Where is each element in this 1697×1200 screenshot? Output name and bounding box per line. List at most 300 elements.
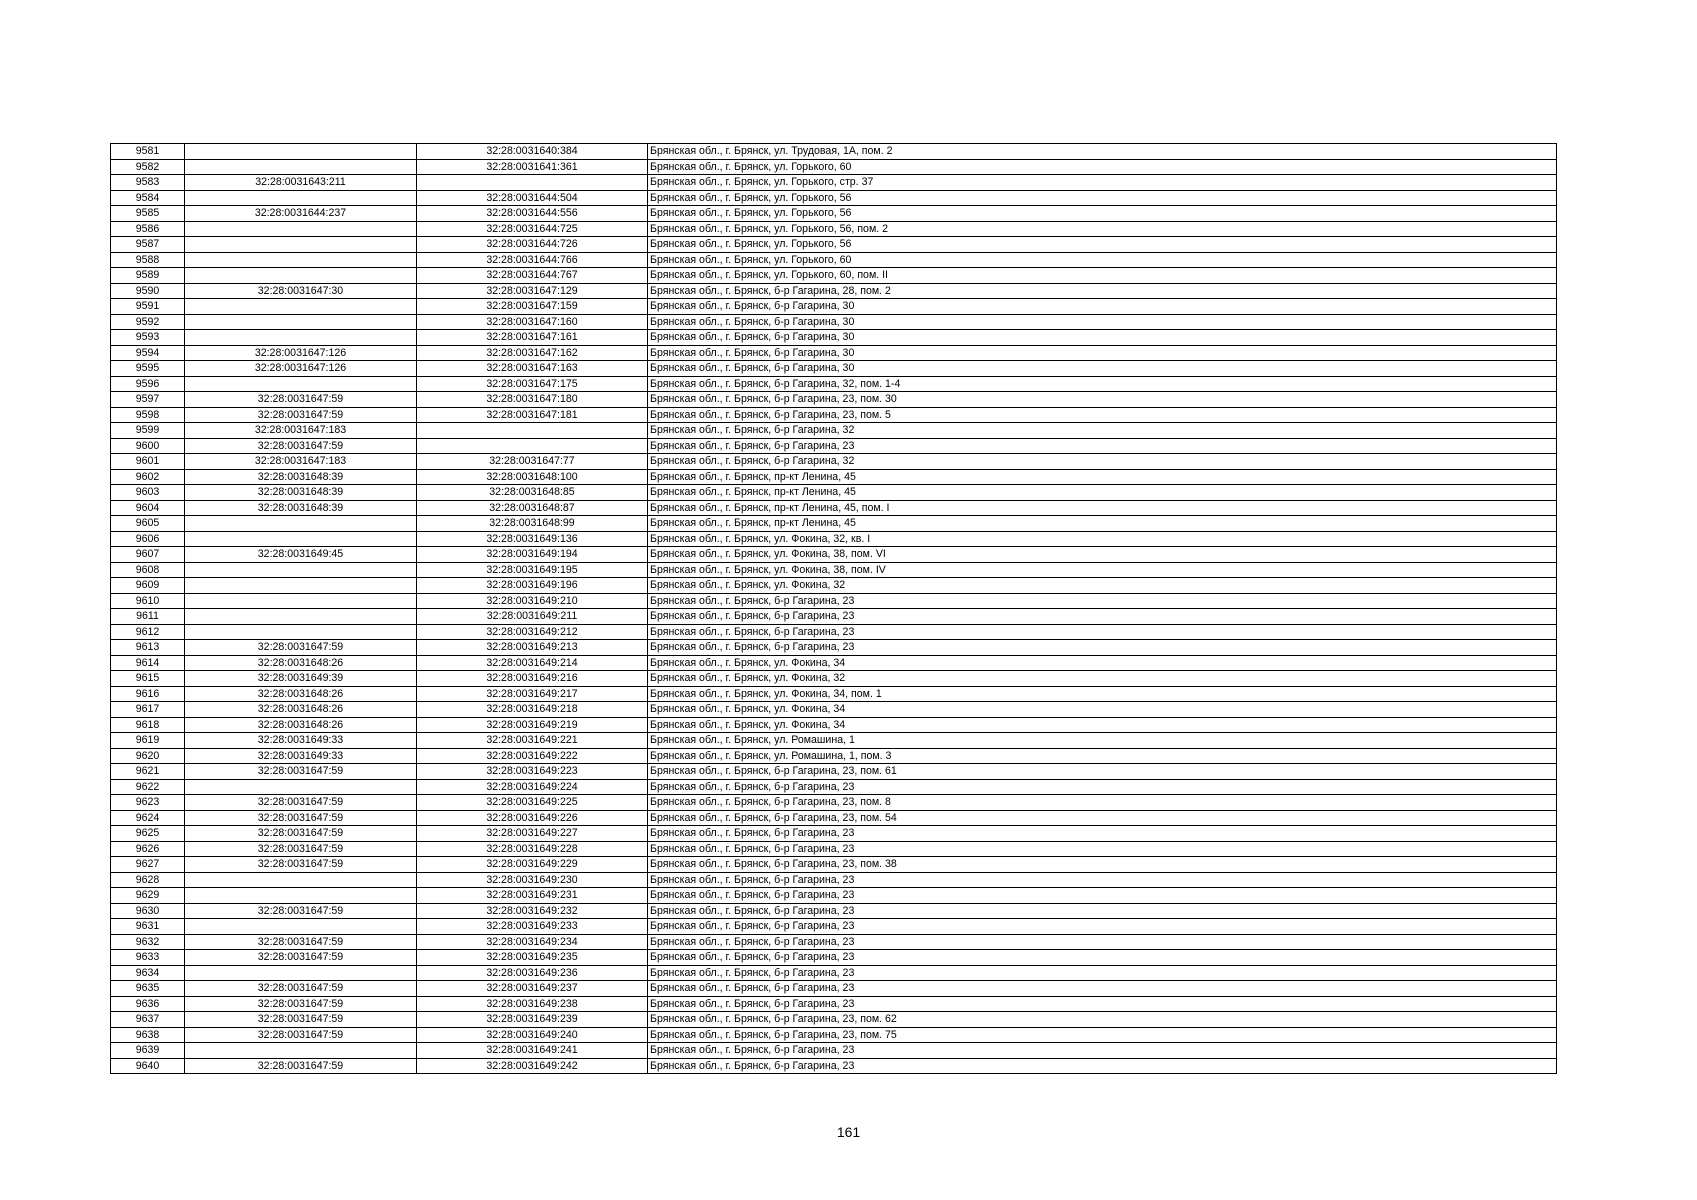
- parent-cadastral-number-cell: [185, 965, 417, 981]
- table-row: [111, 392, 1557, 408]
- parent-cadastral-number-cell: 32:28:0031647:30: [185, 283, 417, 299]
- parent-cadastral-number-cell: 32:28:0031647:59: [185, 981, 417, 997]
- parent-cadastral-number-cell: [185, 144, 417, 160]
- table-row: [111, 562, 1557, 578]
- address-cell: Брянская обл., г. Брянск, пр-кт Ленина, 45, пом. I: [648, 500, 1557, 516]
- table-row: [111, 748, 1557, 764]
- cadastral-number-cell: 32:28:0031647:163: [417, 361, 648, 377]
- row-number-cell: 9608: [111, 562, 185, 578]
- parent-cadastral-number-cell: 32:28:0031647:59: [185, 934, 417, 950]
- parent-cadastral-number-cell: 32:28:0031643:211: [185, 175, 417, 191]
- table-row: [111, 872, 1557, 888]
- table-row: [111, 593, 1557, 609]
- cadastral-number-cell: 32:28:0031649:232: [417, 903, 648, 919]
- address-cell: Брянская обл., г. Брянск, б-р Гагарина, 32: [648, 423, 1557, 439]
- parent-cadastral-number-cell: 32:28:0031648:39: [185, 500, 417, 516]
- address-cell: Брянская обл., г. Брянск, ул. Фокина, 32, кв. I: [648, 531, 1557, 547]
- row-number-cell: 9636: [111, 996, 185, 1012]
- row-number-cell: 9583: [111, 175, 185, 191]
- row-number-cell: 9613: [111, 640, 185, 656]
- parent-cadastral-number-cell: 32:28:0031647:59: [185, 1058, 417, 1074]
- row-number-cell: 9630: [111, 903, 185, 919]
- table-row: [111, 1012, 1557, 1028]
- table-row: [111, 252, 1557, 268]
- table-row: [111, 950, 1557, 966]
- table-row: [111, 717, 1557, 733]
- parent-cadastral-number-cell: 32:28:0031647:59: [185, 407, 417, 423]
- parent-cadastral-number-cell: 32:28:0031647:59: [185, 795, 417, 811]
- table-row: [111, 376, 1557, 392]
- address-cell: Брянская обл., г. Брянск, б-р Гагарина, 23: [648, 609, 1557, 625]
- parent-cadastral-number-cell: 32:28:0031647:183: [185, 423, 417, 439]
- cadastral-number-cell: 32:28:0031649:239: [417, 1012, 648, 1028]
- address-cell: Брянская обл., г. Брянск, б-р Гагарина, 23, пом. 61: [648, 764, 1557, 780]
- row-number-cell: 9607: [111, 547, 185, 563]
- address-cell: Брянская обл., г. Брянск, б-р Гагарина, 23: [648, 640, 1557, 656]
- cadastral-number-cell: 32:28:0031649:234: [417, 934, 648, 950]
- row-number-cell: 9640: [111, 1058, 185, 1074]
- cadastral-number-cell: 32:28:0031649:230: [417, 872, 648, 888]
- table-row: [111, 826, 1557, 842]
- address-cell: Брянская обл., г. Брянск, б-р Гагарина, 30: [648, 314, 1557, 330]
- row-number-cell: 9620: [111, 748, 185, 764]
- parent-cadastral-number-cell: 32:28:0031647:59: [185, 1012, 417, 1028]
- row-number-cell: 9587: [111, 237, 185, 253]
- address-cell: Брянская обл., г. Брянск, ул. Фокина, 32: [648, 671, 1557, 687]
- table-row: [111, 841, 1557, 857]
- address-cell: Брянская обл., г. Брянск, ул. Ромашина, 1, пом. 3: [648, 748, 1557, 764]
- row-number-cell: 9634: [111, 965, 185, 981]
- row-number-cell: 9596: [111, 376, 185, 392]
- parent-cadastral-number-cell: [185, 252, 417, 268]
- cadastral-number-cell: 32:28:0031649:238: [417, 996, 648, 1012]
- parent-cadastral-number-cell: [185, 919, 417, 935]
- table-row: [111, 361, 1557, 377]
- address-cell: Брянская обл., г. Брянск, б-р Гагарина, 23, пом. 54: [648, 810, 1557, 826]
- address-cell: Брянская обл., г. Брянск, б-р Гагарина, 23: [648, 1058, 1557, 1074]
- page-number: 161: [836, 1124, 861, 1140]
- address-cell: Брянская обл., г. Брянск, б-р Гагарина, 32, пом. 1-4: [648, 376, 1557, 392]
- table-row: [111, 934, 1557, 950]
- table-row: [111, 655, 1557, 671]
- parent-cadastral-number-cell: 32:28:0031647:59: [185, 996, 417, 1012]
- table-row: [111, 159, 1557, 175]
- cadastral-number-cell: 32:28:0031649:235: [417, 950, 648, 966]
- address-cell: Брянская обл., г. Брянск, б-р Гагарина, 23, пом. 5: [648, 407, 1557, 423]
- row-number-cell: 9618: [111, 717, 185, 733]
- row-number-cell: 9605: [111, 516, 185, 532]
- cadastral-number-cell: [417, 175, 648, 191]
- parent-cadastral-number-cell: 32:28:0031649:33: [185, 733, 417, 749]
- cadastral-number-cell: 32:28:0031647:180: [417, 392, 648, 408]
- cadastral-number-cell: 32:28:0031649:231: [417, 888, 648, 904]
- row-number-cell: 9606: [111, 531, 185, 547]
- row-number-cell: 9599: [111, 423, 185, 439]
- table-row: [111, 330, 1557, 346]
- address-cell: Брянская обл., г. Брянск, пр-кт Ленина, 45: [648, 516, 1557, 532]
- address-cell: Брянская обл., г. Брянск, пр-кт Ленина, 45: [648, 485, 1557, 501]
- table-row: [111, 857, 1557, 873]
- address-cell: Брянская обл., г. Брянск, б-р Гагарина, 32: [648, 454, 1557, 470]
- parent-cadastral-number-cell: [185, 1043, 417, 1059]
- parent-cadastral-number-cell: 32:28:0031647:59: [185, 841, 417, 857]
- row-number-cell: 9601: [111, 454, 185, 470]
- address-cell: Брянская обл., г. Брянск, ул. Фокина, 34: [648, 717, 1557, 733]
- row-number-cell: 9637: [111, 1012, 185, 1028]
- table-row: [111, 547, 1557, 563]
- table-row: [111, 516, 1557, 532]
- row-number-cell: 9629: [111, 888, 185, 904]
- row-number-cell: 9614: [111, 655, 185, 671]
- cadastral-number-cell: 32:28:0031649:223: [417, 764, 648, 780]
- cadastral-number-cell: 32:28:0031649:236: [417, 965, 648, 981]
- parent-cadastral-number-cell: 32:28:0031648:26: [185, 717, 417, 733]
- cadastral-number-cell: 32:28:0031644:767: [417, 268, 648, 284]
- cadastral-number-cell: 32:28:0031649:228: [417, 841, 648, 857]
- row-number-cell: 9638: [111, 1027, 185, 1043]
- parent-cadastral-number-cell: 32:28:0031647:59: [185, 392, 417, 408]
- row-number-cell: 9626: [111, 841, 185, 857]
- cadastral-number-cell: 32:28:0031648:85: [417, 485, 648, 501]
- parent-cadastral-number-cell: [185, 314, 417, 330]
- cadastral-number-cell: 32:28:0031644:725: [417, 221, 648, 237]
- row-number-cell: 9584: [111, 190, 185, 206]
- cadastral-number-cell: 32:28:0031640:384: [417, 144, 648, 160]
- row-number-cell: 9632: [111, 934, 185, 950]
- address-cell: Брянская обл., г. Брянск, б-р Гагарина, 23: [648, 919, 1557, 935]
- address-cell: Брянская обл., г. Брянск, б-р Гагарина, 23: [648, 438, 1557, 454]
- cadastral-number-cell: 32:28:0031649:194: [417, 547, 648, 563]
- cadastral-number-cell: 32:28:0031647:175: [417, 376, 648, 392]
- parent-cadastral-number-cell: 32:28:0031647:59: [185, 810, 417, 826]
- parent-cadastral-number-cell: 32:28:0031648:26: [185, 702, 417, 718]
- table-row: [111, 903, 1557, 919]
- address-cell: Брянская обл., г. Брянск, ул. Горького, 56: [648, 206, 1557, 222]
- parent-cadastral-number-cell: [185, 237, 417, 253]
- address-cell: Брянская обл., г. Брянск, б-р Гагарина, 30: [648, 299, 1557, 315]
- row-number-cell: 9585: [111, 206, 185, 222]
- cadastral-number-cell: [417, 438, 648, 454]
- table-row: [111, 640, 1557, 656]
- cadastral-number-cell: 32:28:0031649:226: [417, 810, 648, 826]
- parent-cadastral-number-cell: [185, 190, 417, 206]
- row-number-cell: 9609: [111, 578, 185, 594]
- parent-cadastral-number-cell: 32:28:0031647:126: [185, 361, 417, 377]
- parent-cadastral-number-cell: 32:28:0031644:237: [185, 206, 417, 222]
- cadastral-number-cell: 32:28:0031649:224: [417, 779, 648, 795]
- address-cell: Брянская обл., г. Брянск, ул. Фокина, 38, пом. VI: [648, 547, 1557, 563]
- address-cell: Брянская обл., г. Брянск, б-р Гагарина, 23: [648, 950, 1557, 966]
- row-number-cell: 9616: [111, 686, 185, 702]
- address-cell: Брянская обл., г. Брянск, б-р Гагарина, 23: [648, 593, 1557, 609]
- cadastral-number-cell: 32:28:0031649:195: [417, 562, 648, 578]
- row-number-cell: 9617: [111, 702, 185, 718]
- parent-cadastral-number-cell: 32:28:0031648:26: [185, 655, 417, 671]
- table-row: [111, 531, 1557, 547]
- cadastral-number-cell: 32:28:0031649:218: [417, 702, 648, 718]
- cadastral-number-cell: 32:28:0031649:214: [417, 655, 648, 671]
- row-number-cell: 9600: [111, 438, 185, 454]
- address-cell: Брянская обл., г. Брянск, ул. Горького, 56, пом. 2: [648, 221, 1557, 237]
- cadastral-number-cell: 32:28:0031649:221: [417, 733, 648, 749]
- address-cell: Брянская обл., г. Брянск, б-р Гагарина, 30: [648, 361, 1557, 377]
- address-cell: Брянская обл., г. Брянск, ул. Горького, 60: [648, 252, 1557, 268]
- row-number-cell: 9592: [111, 314, 185, 330]
- cadastral-number-cell: 32:28:0031649:237: [417, 981, 648, 997]
- cadastral-number-cell: 32:28:0031649:229: [417, 857, 648, 873]
- parent-cadastral-number-cell: 32:28:0031647:183: [185, 454, 417, 470]
- cadastral-number-cell: 32:28:0031649:241: [417, 1043, 648, 1059]
- parent-cadastral-number-cell: [185, 609, 417, 625]
- parent-cadastral-number-cell: 32:28:0031647:59: [185, 903, 417, 919]
- table-row: [111, 996, 1557, 1012]
- parent-cadastral-number-cell: [185, 516, 417, 532]
- row-number-cell: 9581: [111, 144, 185, 160]
- cadastral-number-cell: 32:28:0031649:217: [417, 686, 648, 702]
- parent-cadastral-number-cell: 32:28:0031648:39: [185, 469, 417, 485]
- address-cell: Брянская обл., г. Брянск, б-р Гагарина, 23: [648, 872, 1557, 888]
- parent-cadastral-number-cell: [185, 376, 417, 392]
- cadastral-number-cell: 32:28:0031647:159: [417, 299, 648, 315]
- address-cell: Брянская обл., г. Брянск, б-р Гагарина, 23: [648, 841, 1557, 857]
- row-number-cell: 9615: [111, 671, 185, 687]
- registry-table-body: [111, 144, 1557, 1074]
- cadastral-number-cell: 32:28:0031649:212: [417, 624, 648, 640]
- cadastral-number-cell: 32:28:0031647:160: [417, 314, 648, 330]
- row-number-cell: 9590: [111, 283, 185, 299]
- address-cell: Брянская обл., г. Брянск, ул. Ромашина, 1: [648, 733, 1557, 749]
- parent-cadastral-number-cell: [185, 299, 417, 315]
- table-row: [111, 779, 1557, 795]
- table-row: [111, 221, 1557, 237]
- address-cell: Брянская обл., г. Брянск, б-р Гагарина, 23: [648, 965, 1557, 981]
- table-row: [111, 485, 1557, 501]
- table-row: [111, 190, 1557, 206]
- address-cell: Брянская обл., г. Брянск, ул. Горького, 60: [648, 159, 1557, 175]
- parent-cadastral-number-cell: 32:28:0031648:26: [185, 686, 417, 702]
- address-cell: Брянская обл., г. Брянск, б-р Гагарина, 23: [648, 826, 1557, 842]
- parent-cadastral-number-cell: [185, 872, 417, 888]
- table-row: [111, 299, 1557, 315]
- table-row: [111, 981, 1557, 997]
- row-number-cell: 9621: [111, 764, 185, 780]
- row-number-cell: 9589: [111, 268, 185, 284]
- cadastral-number-cell: 32:28:0031649:242: [417, 1058, 648, 1074]
- row-number-cell: 9594: [111, 345, 185, 361]
- address-cell: Брянская обл., г. Брянск, б-р Гагарина, 30: [648, 330, 1557, 346]
- cadastral-number-cell: 32:28:0031649:219: [417, 717, 648, 733]
- parent-cadastral-number-cell: [185, 888, 417, 904]
- address-cell: Брянская обл., г. Брянск, б-р Гагарина, 23, пом. 8: [648, 795, 1557, 811]
- parent-cadastral-number-cell: [185, 562, 417, 578]
- row-number-cell: 9602: [111, 469, 185, 485]
- parent-cadastral-number-cell: [185, 531, 417, 547]
- row-number-cell: 9593: [111, 330, 185, 346]
- parent-cadastral-number-cell: [185, 330, 417, 346]
- cadastral-number-cell: 32:28:0031647:129: [417, 283, 648, 299]
- table-row: [111, 671, 1557, 687]
- address-cell: Брянская обл., г. Брянск, б-р Гагарина, 23: [648, 903, 1557, 919]
- cadastral-number-cell: 32:28:0031649:227: [417, 826, 648, 842]
- row-number-cell: 9582: [111, 159, 185, 175]
- address-cell: Брянская обл., г. Брянск, б-р Гагарина, 23: [648, 779, 1557, 795]
- address-cell: Брянская обл., г. Брянск, ул. Трудовая, 1А, пом. 2: [648, 144, 1557, 160]
- table-row: [111, 1043, 1557, 1059]
- cadastral-number-cell: 32:28:0031644:556: [417, 206, 648, 222]
- cadastral-number-cell: 32:28:0031644:766: [417, 252, 648, 268]
- address-cell: Брянская обл., г. Брянск, пр-кт Ленина, 45: [648, 469, 1557, 485]
- table-row: [111, 764, 1557, 780]
- table-row: [111, 500, 1557, 516]
- address-cell: Брянская обл., г. Брянск, б-р Гагарина, 30: [648, 345, 1557, 361]
- cadastral-number-cell: 32:28:0031644:726: [417, 237, 648, 253]
- parent-cadastral-number-cell: 32:28:0031647:59: [185, 826, 417, 842]
- parent-cadastral-number-cell: [185, 779, 417, 795]
- cadastral-number-cell: 32:28:0031641:361: [417, 159, 648, 175]
- row-number-cell: 9612: [111, 624, 185, 640]
- address-cell: Брянская обл., г. Брянск, ул. Фокина, 34, пом. 1: [648, 686, 1557, 702]
- cadastral-number-cell: 32:28:0031648:99: [417, 516, 648, 532]
- table-row: [111, 345, 1557, 361]
- parent-cadastral-number-cell: [185, 578, 417, 594]
- parent-cadastral-number-cell: [185, 221, 417, 237]
- row-number-cell: 9635: [111, 981, 185, 997]
- table-row: [111, 702, 1557, 718]
- row-number-cell: 9622: [111, 779, 185, 795]
- row-number-cell: 9588: [111, 252, 185, 268]
- row-number-cell: 9628: [111, 872, 185, 888]
- parent-cadastral-number-cell: 32:28:0031647:59: [185, 764, 417, 780]
- address-cell: Брянская обл., г. Брянск, б-р Гагарина, 23, пом. 30: [648, 392, 1557, 408]
- row-number-cell: 9624: [111, 810, 185, 826]
- parent-cadastral-number-cell: 32:28:0031649:39: [185, 671, 417, 687]
- cadastral-number-cell: 32:28:0031649:233: [417, 919, 648, 935]
- table-row: [111, 609, 1557, 625]
- cadastral-number-cell: 32:28:0031649:210: [417, 593, 648, 609]
- cadastral-number-cell: 32:28:0031649:211: [417, 609, 648, 625]
- cadastral-number-cell: 32:28:0031649:196: [417, 578, 648, 594]
- cadastral-number-cell: 32:28:0031648:100: [417, 469, 648, 485]
- parent-cadastral-number-cell: 32:28:0031648:39: [185, 485, 417, 501]
- table-row: [111, 1027, 1557, 1043]
- cadastral-number-cell: 32:28:0031649:216: [417, 671, 648, 687]
- address-cell: Брянская обл., г. Брянск, б-р Гагарина, 23, пом. 75: [648, 1027, 1557, 1043]
- parent-cadastral-number-cell: 32:28:0031647:59: [185, 1027, 417, 1043]
- row-number-cell: 9591: [111, 299, 185, 315]
- cadastral-number-cell: 32:28:0031647:161: [417, 330, 648, 346]
- address-cell: Брянская обл., г. Брянск, б-р Гагарина, 23, пом. 62: [648, 1012, 1557, 1028]
- address-cell: Брянская обл., г. Брянск, ул. Горького, 60, пом. II: [648, 268, 1557, 284]
- table-row: [111, 407, 1557, 423]
- address-cell: Брянская обл., г. Брянск, ул. Фокина, 34: [648, 702, 1557, 718]
- table-row: [111, 454, 1557, 470]
- table-row: [111, 283, 1557, 299]
- row-number-cell: 9603: [111, 485, 185, 501]
- table-row: [111, 206, 1557, 222]
- table-row: [111, 733, 1557, 749]
- table-row: [111, 578, 1557, 594]
- address-cell: Брянская обл., г. Брянск, ул. Горького, 56: [648, 190, 1557, 206]
- row-number-cell: 9633: [111, 950, 185, 966]
- address-cell: Брянская обл., г. Брянск, ул. Фокина, 34: [648, 655, 1557, 671]
- address-cell: Брянская обл., г. Брянск, б-р Гагарина, 23: [648, 888, 1557, 904]
- row-number-cell: 9625: [111, 826, 185, 842]
- address-cell: Брянская обл., г. Брянск, б-р Гагарина, 23: [648, 996, 1557, 1012]
- cadastral-number-cell: 32:28:0031649:213: [417, 640, 648, 656]
- table-row: [111, 469, 1557, 485]
- address-cell: Брянская обл., г. Брянск, б-р Гагарина, 23: [648, 981, 1557, 997]
- address-cell: Брянская обл., г. Брянск, ул. Фокина, 38, пом. IV: [648, 562, 1557, 578]
- parent-cadastral-number-cell: 32:28:0031647:59: [185, 640, 417, 656]
- address-cell: Брянская обл., г. Брянск, ул. Горького, 56: [648, 237, 1557, 253]
- table-row: [111, 144, 1557, 160]
- cadastral-number-cell: 32:28:0031647:181: [417, 407, 648, 423]
- table-row: [111, 795, 1557, 811]
- table-row: [111, 175, 1557, 191]
- address-cell: Брянская обл., г. Брянск, б-р Гагарина, 23: [648, 624, 1557, 640]
- table-row: [111, 438, 1557, 454]
- cadastral-number-cell: 32:28:0031647:77: [417, 454, 648, 470]
- cadastral-number-cell: 32:28:0031649:222: [417, 748, 648, 764]
- cadastral-number-cell: [417, 423, 648, 439]
- cadastral-number-cell: 32:28:0031649:225: [417, 795, 648, 811]
- table-row: [111, 237, 1557, 253]
- row-number-cell: 9604: [111, 500, 185, 516]
- address-cell: Брянская обл., г. Брянск, б-р Гагарина, 23: [648, 934, 1557, 950]
- table-row: [111, 423, 1557, 439]
- table-row: [111, 888, 1557, 904]
- cadastral-number-cell: 32:28:0031648:87: [417, 500, 648, 516]
- row-number-cell: 9595: [111, 361, 185, 377]
- cadastral-number-cell: 32:28:0031649:240: [417, 1027, 648, 1043]
- row-number-cell: 9586: [111, 221, 185, 237]
- row-number-cell: 9611: [111, 609, 185, 625]
- table-row: [111, 624, 1557, 640]
- row-number-cell: 9610: [111, 593, 185, 609]
- parent-cadastral-number-cell: 32:28:0031647:126: [185, 345, 417, 361]
- registry-table: [110, 143, 1557, 1074]
- row-number-cell: 9598: [111, 407, 185, 423]
- row-number-cell: 9623: [111, 795, 185, 811]
- address-cell: Брянская обл., г. Брянск, б-р Гагарина, 28, пом. 2: [648, 283, 1557, 299]
- parent-cadastral-number-cell: 32:28:0031649:45: [185, 547, 417, 563]
- cadastral-number-cell: 32:28:0031649:136: [417, 531, 648, 547]
- parent-cadastral-number-cell: [185, 268, 417, 284]
- parent-cadastral-number-cell: [185, 593, 417, 609]
- address-cell: Брянская обл., г. Брянск, б-р Гагарина, 23, пом. 38: [648, 857, 1557, 873]
- parent-cadastral-number-cell: 32:28:0031647:59: [185, 950, 417, 966]
- table-row: [111, 965, 1557, 981]
- table-row: [111, 268, 1557, 284]
- table-row: [111, 686, 1557, 702]
- address-cell: Брянская обл., г. Брянск, ул. Фокина, 32: [648, 578, 1557, 594]
- cadastral-number-cell: 32:28:0031647:162: [417, 345, 648, 361]
- table-row: [111, 314, 1557, 330]
- table-row: [111, 919, 1557, 935]
- parent-cadastral-number-cell: [185, 159, 417, 175]
- cadastral-number-cell: 32:28:0031644:504: [417, 190, 648, 206]
- parent-cadastral-number-cell: 32:28:0031649:33: [185, 748, 417, 764]
- row-number-cell: 9619: [111, 733, 185, 749]
- table-row: [111, 1058, 1557, 1074]
- row-number-cell: 9639: [111, 1043, 185, 1059]
- address-cell: Брянская обл., г. Брянск, б-р Гагарина, 23: [648, 1043, 1557, 1059]
- address-cell: Брянская обл., г. Брянск, ул. Горького, стр. 37: [648, 175, 1557, 191]
- row-number-cell: 9631: [111, 919, 185, 935]
- row-number-cell: 9597: [111, 392, 185, 408]
- table-row: [111, 810, 1557, 826]
- row-number-cell: 9627: [111, 857, 185, 873]
